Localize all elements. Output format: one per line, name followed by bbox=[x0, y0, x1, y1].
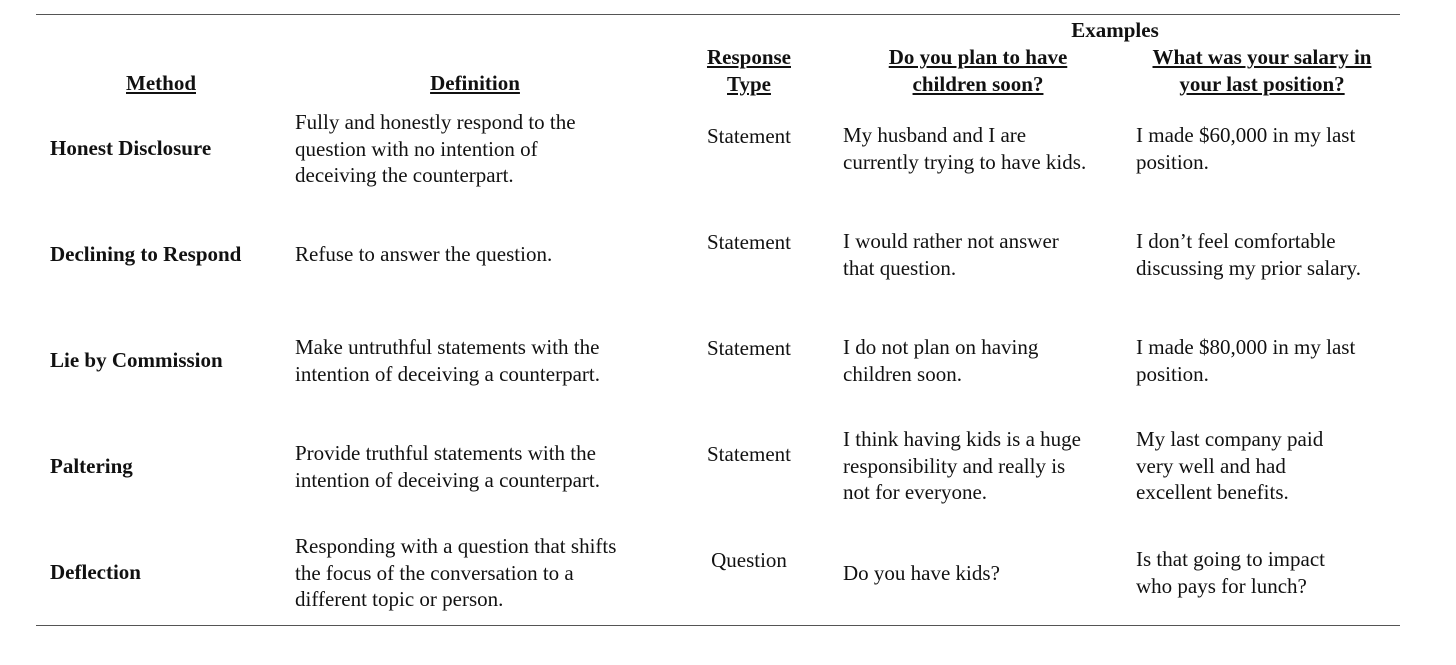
header-response-type: Response Type bbox=[706, 45, 791, 96]
table-row-response-type: Statement bbox=[707, 230, 791, 254]
table-row-response-type: Statement bbox=[707, 336, 791, 360]
table-row-response-type: Statement bbox=[707, 124, 791, 148]
table-row-example-1: Do you have kids? bbox=[843, 561, 1000, 585]
table-row-example-2: I made $80,000 in my last position. bbox=[1136, 335, 1356, 386]
table-row-method: Honest Disclosure bbox=[50, 136, 212, 160]
table-row-example-2: My last company paid very well and had excellent benefits. bbox=[1136, 427, 1324, 504]
header-method: Method bbox=[126, 71, 196, 95]
table-row-example-1: I do not plan on having children soon. bbox=[843, 335, 1039, 386]
table-row-method: Declining to Respond bbox=[50, 242, 242, 266]
table-row-response-type: Question bbox=[711, 548, 787, 572]
table-row-definition: Provide truthful statements with the intention of deceiving a counterpart. bbox=[295, 441, 600, 492]
table-row-definition: Responding with a question that shifts the focus of the conversation to a different topic or person. bbox=[295, 534, 617, 611]
table-row-response-type: Statement bbox=[707, 442, 791, 466]
table-row-method: Lie by Commission bbox=[50, 348, 223, 372]
header-example-question-2: What was your salary in your last position? bbox=[1152, 45, 1372, 96]
table-row-definition: Make untruthful statements with the intention of deceiving a counterpart. bbox=[295, 335, 600, 386]
table-row-method: Deflection bbox=[50, 560, 141, 584]
table-top-rule bbox=[36, 14, 1400, 15]
table-row-example-1: I would rather not answer that question. bbox=[843, 229, 1059, 280]
table-row-example-2: I made $60,000 in my last position. bbox=[1136, 123, 1356, 174]
table-bottom-rule bbox=[36, 625, 1400, 626]
table-row-definition: Refuse to answer the question. bbox=[295, 242, 553, 266]
table-row-definition: Fully and honestly respond to the question with no intention of deceiving the counterpart. bbox=[295, 110, 576, 187]
table-row-example-2: Is that going to impact who pays for lunch? bbox=[1136, 547, 1325, 598]
header-definition: Definition bbox=[430, 71, 520, 95]
table-row-example-1: I think having kids is a huge responsibility and really is not for everyone. bbox=[843, 427, 1081, 504]
header-example-question-1: Do you plan to have children soon? bbox=[888, 45, 1068, 96]
table-row-method: Paltering bbox=[50, 454, 133, 478]
header-examples: Examples bbox=[1071, 18, 1159, 42]
table-row-example-1: My husband and I are currently trying to have kids. bbox=[843, 123, 1087, 174]
table-row-example-2: I don’t feel comfortable discussing my prior salary. bbox=[1136, 229, 1361, 280]
